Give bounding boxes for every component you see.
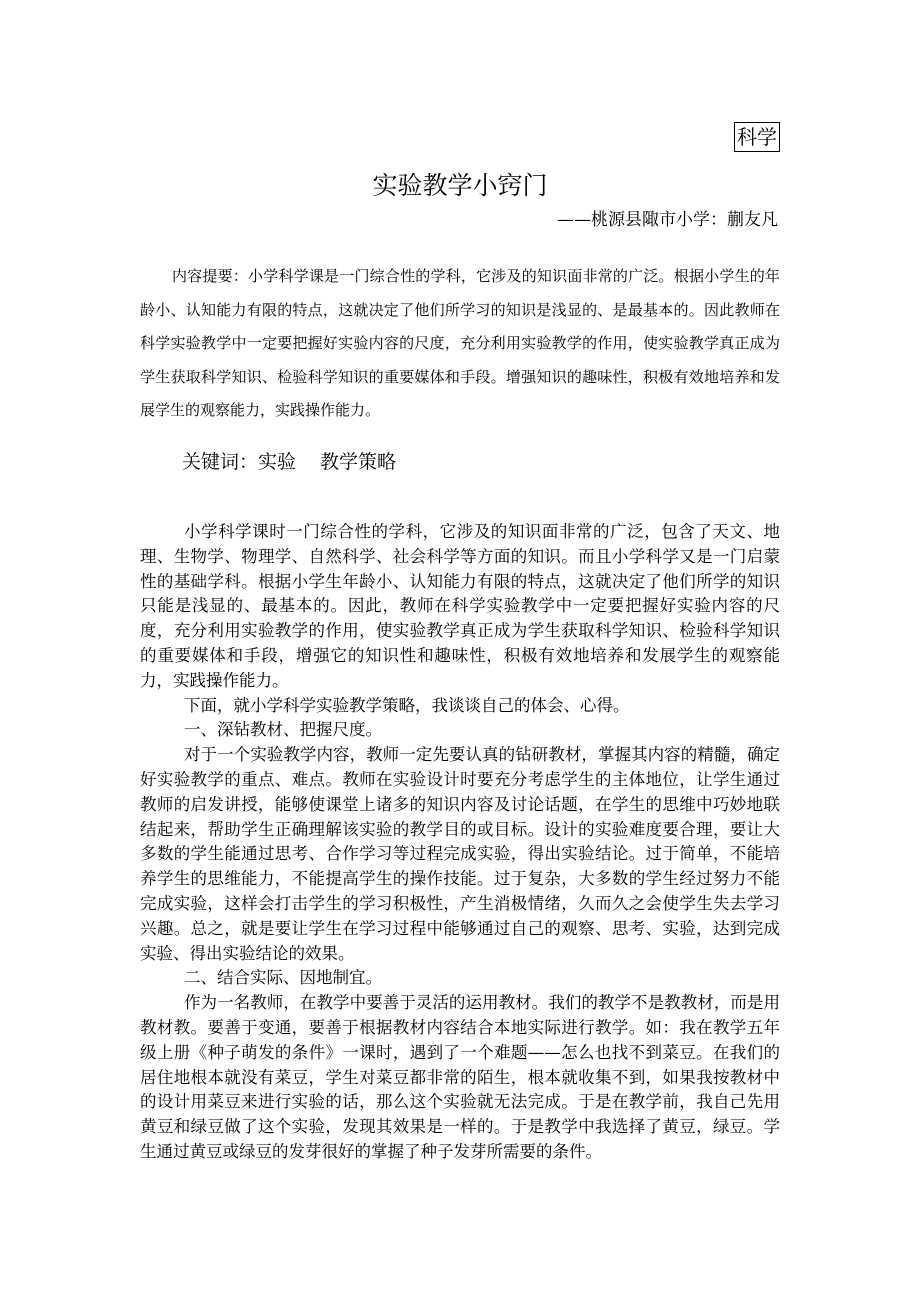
body-paragraph: 小学科学课时一门综合性的学科，它涉及的知识面非常的广泛，包含了天文、地理、生物学、物理学、自然科学、社会科学等方面的知识。而且小学科学又是一门启蒙性的基础学科。根据小学生年龄小、认知能力有限的特点，这就决定了他们所学的知识只能是浅显的、最基本的。因此，教师在科学实验教学中一定要把握好实验内容的尺度，充分利用实验教学的作用，使实验教学真正成为学生获取科学知识、检验科学知识的重要媒体和手段，增强它的知识性和趣味性，积极有效地培养和发展学生的观察能力，实践操作能力。	[140, 522, 780, 690]
section-heading-2: 二、结合实际、因地制宜。	[184, 968, 382, 988]
document-title: 实验教学小窍门	[372, 171, 548, 200]
body-paragraph: 作为一名教师，在教学中要善于灵活的运用教材。我们的教学不是教教材，而是用教材教。要善于变通，要善于根据教材内容结合本地实际进行教学。如：我在教学五年级上册《种子萌发的条件》一课时，遇到了一个难题——怎么也找不到菜豆。在我们的居住地根本就没有菜豆，学生对菜豆都非常的陌生，根本就收集不到，如果我按教材中的设计用菜豆来进行实验的话，那么这个实验就无法完成。于是在教学前，我自己先用黄豆和绿豆做了这个实验，发现其效果是一样的。于是教学中我选择了黄豆，绿豆。学生通过黄豆或绿豆的发芽很好的掌握了种子发芽所需要的条件。	[140, 993, 780, 1161]
author-line: ——桃源县陬市小学：蒯友凡	[557, 210, 778, 230]
keyword-item: 教学策略	[320, 451, 397, 473]
abstract	[140, 260, 780, 428]
keyword-item: 实验	[258, 451, 297, 473]
keywords-line	[182, 448, 396, 476]
keywords-label: 关键词：	[182, 451, 259, 473]
section-heading-1: 一、深钻教材、把握尺度。	[184, 720, 382, 740]
body-paragraph: 下面，就小学科学实验教学策略，我谈谈自己的体会、心得。	[184, 695, 630, 715]
abstract-text: 小学科学课是一门综合性的学科，它涉及的知识面非常的广泛。根据小学生的年龄小、认知能力有限的特点，这就决定了他们所学习的知识是浅显的、是最基本的。因此教师在科学实验教学中一定要把握好实验内容的尺度，充分利用实验教学的作用，使实验教学真正成为学生获取科学知识、检验科学知识的重要媒体和手段。增强知识的趣味性，积极有效地培养和发展学生的观察能力，实践操作能力。	[140, 267, 780, 419]
body-paragraph: 对于一个实验教学内容，教师一定先要认真的钻研教材，掌握其内容的精髓，确定好实验教学的重点、难点。教师在实验设计时要充分考虑学生的主体地位，让学生通过教师的启发讲授，能够使课堂上诸多的知识内容及讨论话题，在学生的思维中巧妙地联结起来，帮助学生正确理解该实验的教学目的或目标。设计的实验难度要合理，要让大多数的学生能通过思考、合作学习等过程完成实验，得出实验结论。过于简单，不能培养学生的思维能力，不能提高学生的操作技能。过于复杂，大多数的学生经过努力不能完成实验，这样会打击学生的学习积极性，产生消极情绪，久而久之会使学生失去学习兴趣。总之，就是要让学生在学习过程中能够通过自己的观察、思考、实验，达到完成实验、得出实验结论的效果。	[140, 745, 780, 963]
body-text	[140, 520, 780, 1165]
abstract-label: 内容提要：	[172, 267, 249, 285]
subject-label-box: 科学	[734, 122, 780, 152]
